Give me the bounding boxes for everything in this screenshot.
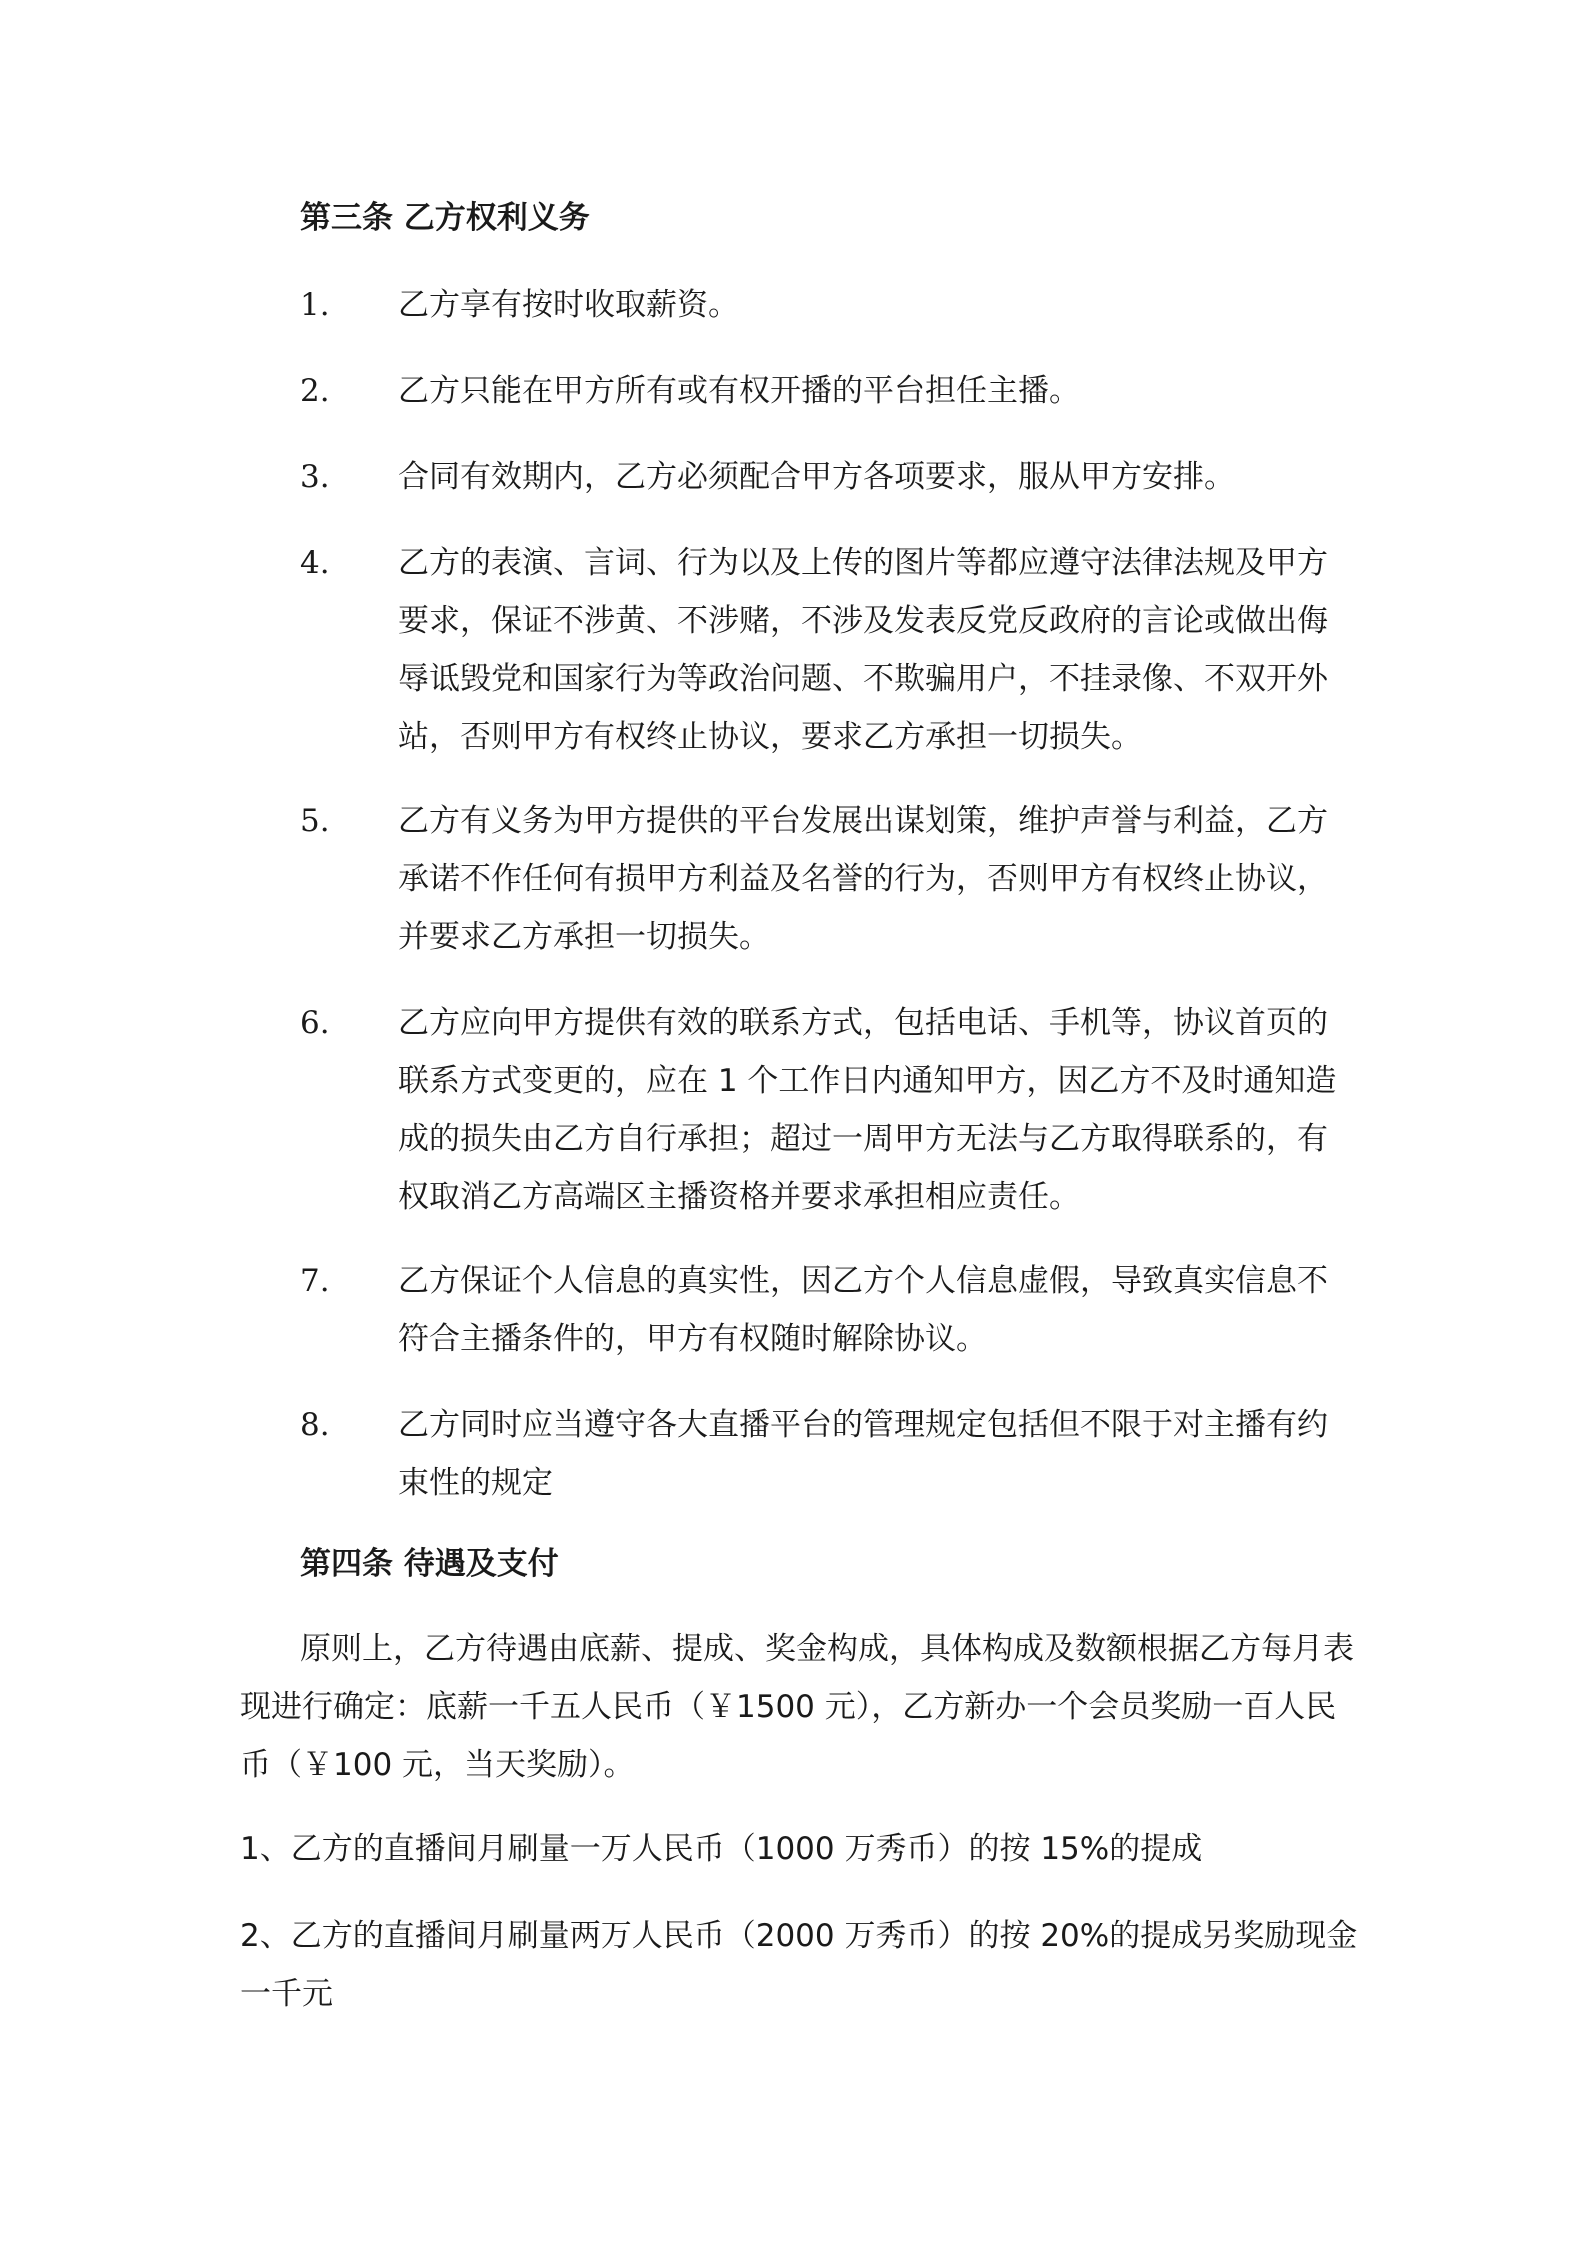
item-text: 乙方享有按时收取薪资。 [398,287,739,323]
item-text: 乙方只能在甲方所有或有权开播的平台担任主播。 [398,373,1080,409]
commission-rule-2: 2、乙方的直播间月刷量两万人民币（2000 万秀币）的按 20%的提成另奖励现金一千元 [240,1918,1358,2012]
item-number: 3. [300,459,330,495]
commission-rule-1: 1、乙方的直播间月刷量一万人民币（1000 万秀币）的按 15%的提成 [240,1831,1203,1867]
item-number: 4. [300,545,330,581]
item-text: 乙方保证个人信息的真实性，因乙方个人信息虚假，导致真实信息不符合主播条件的，甲方有权随时解除协议。 [398,1263,1328,1357]
section-3-heading: 第三条 乙方权利义务 [300,200,590,236]
item-number: 7. [300,1263,330,1299]
item-number: 8. [300,1407,330,1443]
section-4-heading: 第四条 待遇及支付 [300,1546,559,1582]
item-number: 2. [300,373,330,409]
item-text: 合同有效期内，乙方必须配合甲方各项要求，服从甲方安排。 [398,459,1235,495]
section-4-intro: 原则上，乙方待遇由底薪、提成、奖金构成，具体构成及数额根据乙方每月表现进行确定：底薪一千五人民币（￥1500 元），乙方新办一个会员奖励一百人民币（￥100 元，当天奖励）。 [240,1631,1354,1783]
item-text: 乙方同时应当遵守各大直播平台的管理规定包括但不限于对主播有约束性的规定 [398,1407,1328,1501]
item-text: 乙方有义务为甲方提供的平台发展出谋划策，维护声誉与利益，乙方承诺不作任何有损甲方利益及名誉的行为，否则甲方有权终止协议，并要求乙方承担一切损失。 [398,803,1328,955]
item-text: 乙方应向甲方提供有效的联系方式，包括电话、手机等，协议首页的联系方式变更的，应在 1 个工作日内通知甲方，因乙方不及时通知造成的损失由乙方自行承担；超过一周甲方无法与乙方取得联系的，有权取消乙方高端区主播资格并要求承担相应责任。 [398,1005,1337,1215]
item-text: 乙方的表演、言词、行为以及上传的图片等都应遵守法律法规及甲方要求，保证不涉黄、不涉赌，不涉及发表反党反政府的言论或做出侮辱诋毁党和国家行为等政治问题、不欺骗用户，不挂录像、不双开外站，否则甲方有权终止协议，要求乙方承担一切损失。 [398,545,1328,755]
item-number: 6. [300,1005,330,1041]
item-number: 5. [300,803,330,839]
item-number: 1. [300,287,330,323]
